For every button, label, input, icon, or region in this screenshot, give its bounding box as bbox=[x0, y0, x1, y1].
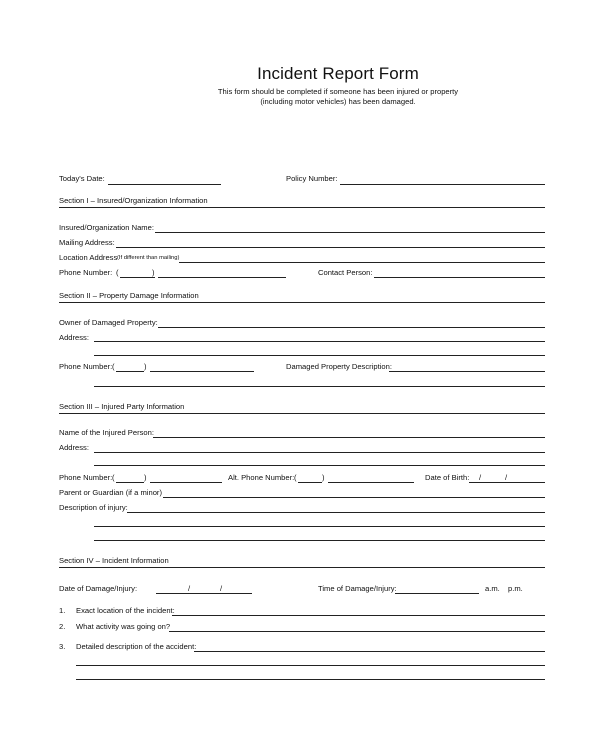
q3-field-3[interactable] bbox=[76, 679, 545, 680]
am-option[interactable]: a.m. bbox=[485, 584, 500, 593]
incident-time-field[interactable] bbox=[395, 593, 479, 594]
incident-time-label: Time of Damage/Injury: bbox=[318, 584, 397, 593]
section2-heading: Section II – Property Damage Information bbox=[59, 291, 199, 300]
property-phone-area-field[interactable] bbox=[116, 371, 144, 372]
q2-label: What activity was going on? bbox=[76, 622, 171, 631]
alt-phone-paren-close: ) bbox=[322, 473, 325, 482]
section4-divider bbox=[59, 567, 545, 568]
guardian-label: Parent or Guardian (if a minor) bbox=[59, 488, 162, 497]
injured-name-label: Name of the Injured Person: bbox=[59, 428, 154, 437]
dob-field[interactable] bbox=[469, 482, 545, 483]
injured-phone-number-field[interactable] bbox=[150, 482, 222, 483]
q3-number: 3. bbox=[59, 642, 66, 651]
todays-date-label: Today's Date: bbox=[59, 174, 105, 183]
property-description-label: Damaged Property Description: bbox=[286, 362, 392, 371]
q3-field-2[interactable] bbox=[76, 665, 545, 666]
dob-slash-1: / bbox=[479, 473, 482, 482]
dob-slash-2: / bbox=[505, 473, 508, 482]
location-address-label: Location Address bbox=[59, 253, 118, 262]
section4-heading: Section IV – Incident Information bbox=[59, 556, 169, 565]
incident-date-slash-2: / bbox=[220, 584, 223, 593]
guardian-field[interactable] bbox=[163, 497, 545, 498]
q2-field[interactable] bbox=[169, 631, 545, 632]
property-address-field-2[interactable] bbox=[94, 355, 545, 356]
property-description-field-1[interactable] bbox=[389, 371, 545, 372]
property-address-label: Address: bbox=[59, 333, 89, 342]
injured-address-field-1[interactable] bbox=[94, 452, 545, 453]
org-phone-paren-open: ( bbox=[116, 268, 119, 277]
injury-description-label: Description of injury: bbox=[59, 503, 128, 512]
injured-phone-paren-close: ) bbox=[144, 473, 147, 482]
injury-description-field-3[interactable] bbox=[94, 540, 545, 541]
injured-phone-area-field[interactable] bbox=[116, 482, 144, 483]
incident-date-label: Date of Damage/Injury: bbox=[59, 584, 138, 593]
property-phone-paren-open: ( bbox=[112, 362, 115, 371]
incident-date-slash-1: / bbox=[188, 584, 191, 593]
org-name-label: Insured/Organization Name: bbox=[59, 223, 154, 232]
owner-label: Owner of Damaged Property: bbox=[59, 318, 158, 327]
property-phone-number-field[interactable] bbox=[150, 371, 254, 372]
owner-field[interactable] bbox=[158, 327, 545, 328]
q2-number: 2. bbox=[59, 622, 66, 631]
contact-person-field[interactable] bbox=[374, 277, 545, 278]
injured-name-field[interactable] bbox=[153, 437, 545, 438]
q1-label: Exact location of the incident: bbox=[76, 606, 175, 615]
section2-divider bbox=[59, 302, 545, 303]
section3-divider bbox=[59, 413, 545, 414]
section3-heading: Section III – Injured Party Information bbox=[59, 402, 185, 411]
form-subtitle-line1: This form should be completed if someone has been injured or property bbox=[217, 87, 459, 96]
property-phone-paren-close: ) bbox=[144, 362, 147, 371]
injured-phone-paren-open: ( bbox=[112, 473, 115, 482]
org-phone-label: Phone Number: bbox=[59, 268, 113, 277]
alt-phone-area-field[interactable] bbox=[298, 482, 322, 483]
alt-phone-number-field[interactable] bbox=[328, 482, 414, 483]
q3-field-1[interactable] bbox=[194, 651, 545, 652]
q1-number: 1. bbox=[59, 606, 66, 615]
alt-phone-label: Alt. Phone Number: bbox=[228, 473, 295, 482]
org-phone-area-field[interactable] bbox=[120, 277, 155, 278]
pm-option[interactable]: p.m. bbox=[508, 584, 523, 593]
dob-label: Date of Birth: bbox=[425, 473, 470, 482]
property-description-field-2[interactable] bbox=[94, 386, 545, 387]
injured-address-field-2[interactable] bbox=[94, 465, 545, 466]
injured-address-label: Address: bbox=[59, 443, 89, 452]
property-phone-label: Phone Number: bbox=[59, 362, 113, 371]
todays-date-field[interactable] bbox=[108, 184, 221, 185]
injured-phone-label: Phone Number: bbox=[59, 473, 113, 482]
q3-label: Detailed description of the accident: bbox=[76, 642, 197, 651]
policy-number-field[interactable] bbox=[340, 184, 545, 185]
location-address-field[interactable] bbox=[179, 262, 545, 263]
mailing-address-label: Mailing Address: bbox=[59, 238, 115, 247]
q1-field[interactable] bbox=[172, 615, 545, 616]
org-phone-paren-close: ) bbox=[152, 268, 155, 277]
injury-description-field-1[interactable] bbox=[127, 512, 545, 513]
form-subtitle-line2: (including motor vehicles) has been damaged. bbox=[260, 97, 416, 106]
location-address-note: (If different than mailing) bbox=[117, 255, 180, 261]
policy-number-label: Policy Number: bbox=[286, 174, 338, 183]
mailing-address-field[interactable] bbox=[116, 247, 545, 248]
alt-phone-paren-open: ( bbox=[294, 473, 297, 482]
incident-date-field[interactable] bbox=[156, 593, 252, 594]
org-name-field[interactable] bbox=[155, 232, 545, 233]
section1-divider bbox=[59, 207, 545, 208]
contact-person-label: Contact Person: bbox=[318, 268, 373, 277]
org-phone-number-field[interactable] bbox=[158, 277, 286, 278]
section1-heading: Section I – Insured/Organization Information bbox=[59, 196, 208, 205]
form-title: Incident Report Form bbox=[257, 64, 419, 83]
injury-description-field-2[interactable] bbox=[94, 526, 545, 527]
property-address-field-1[interactable] bbox=[94, 341, 545, 342]
